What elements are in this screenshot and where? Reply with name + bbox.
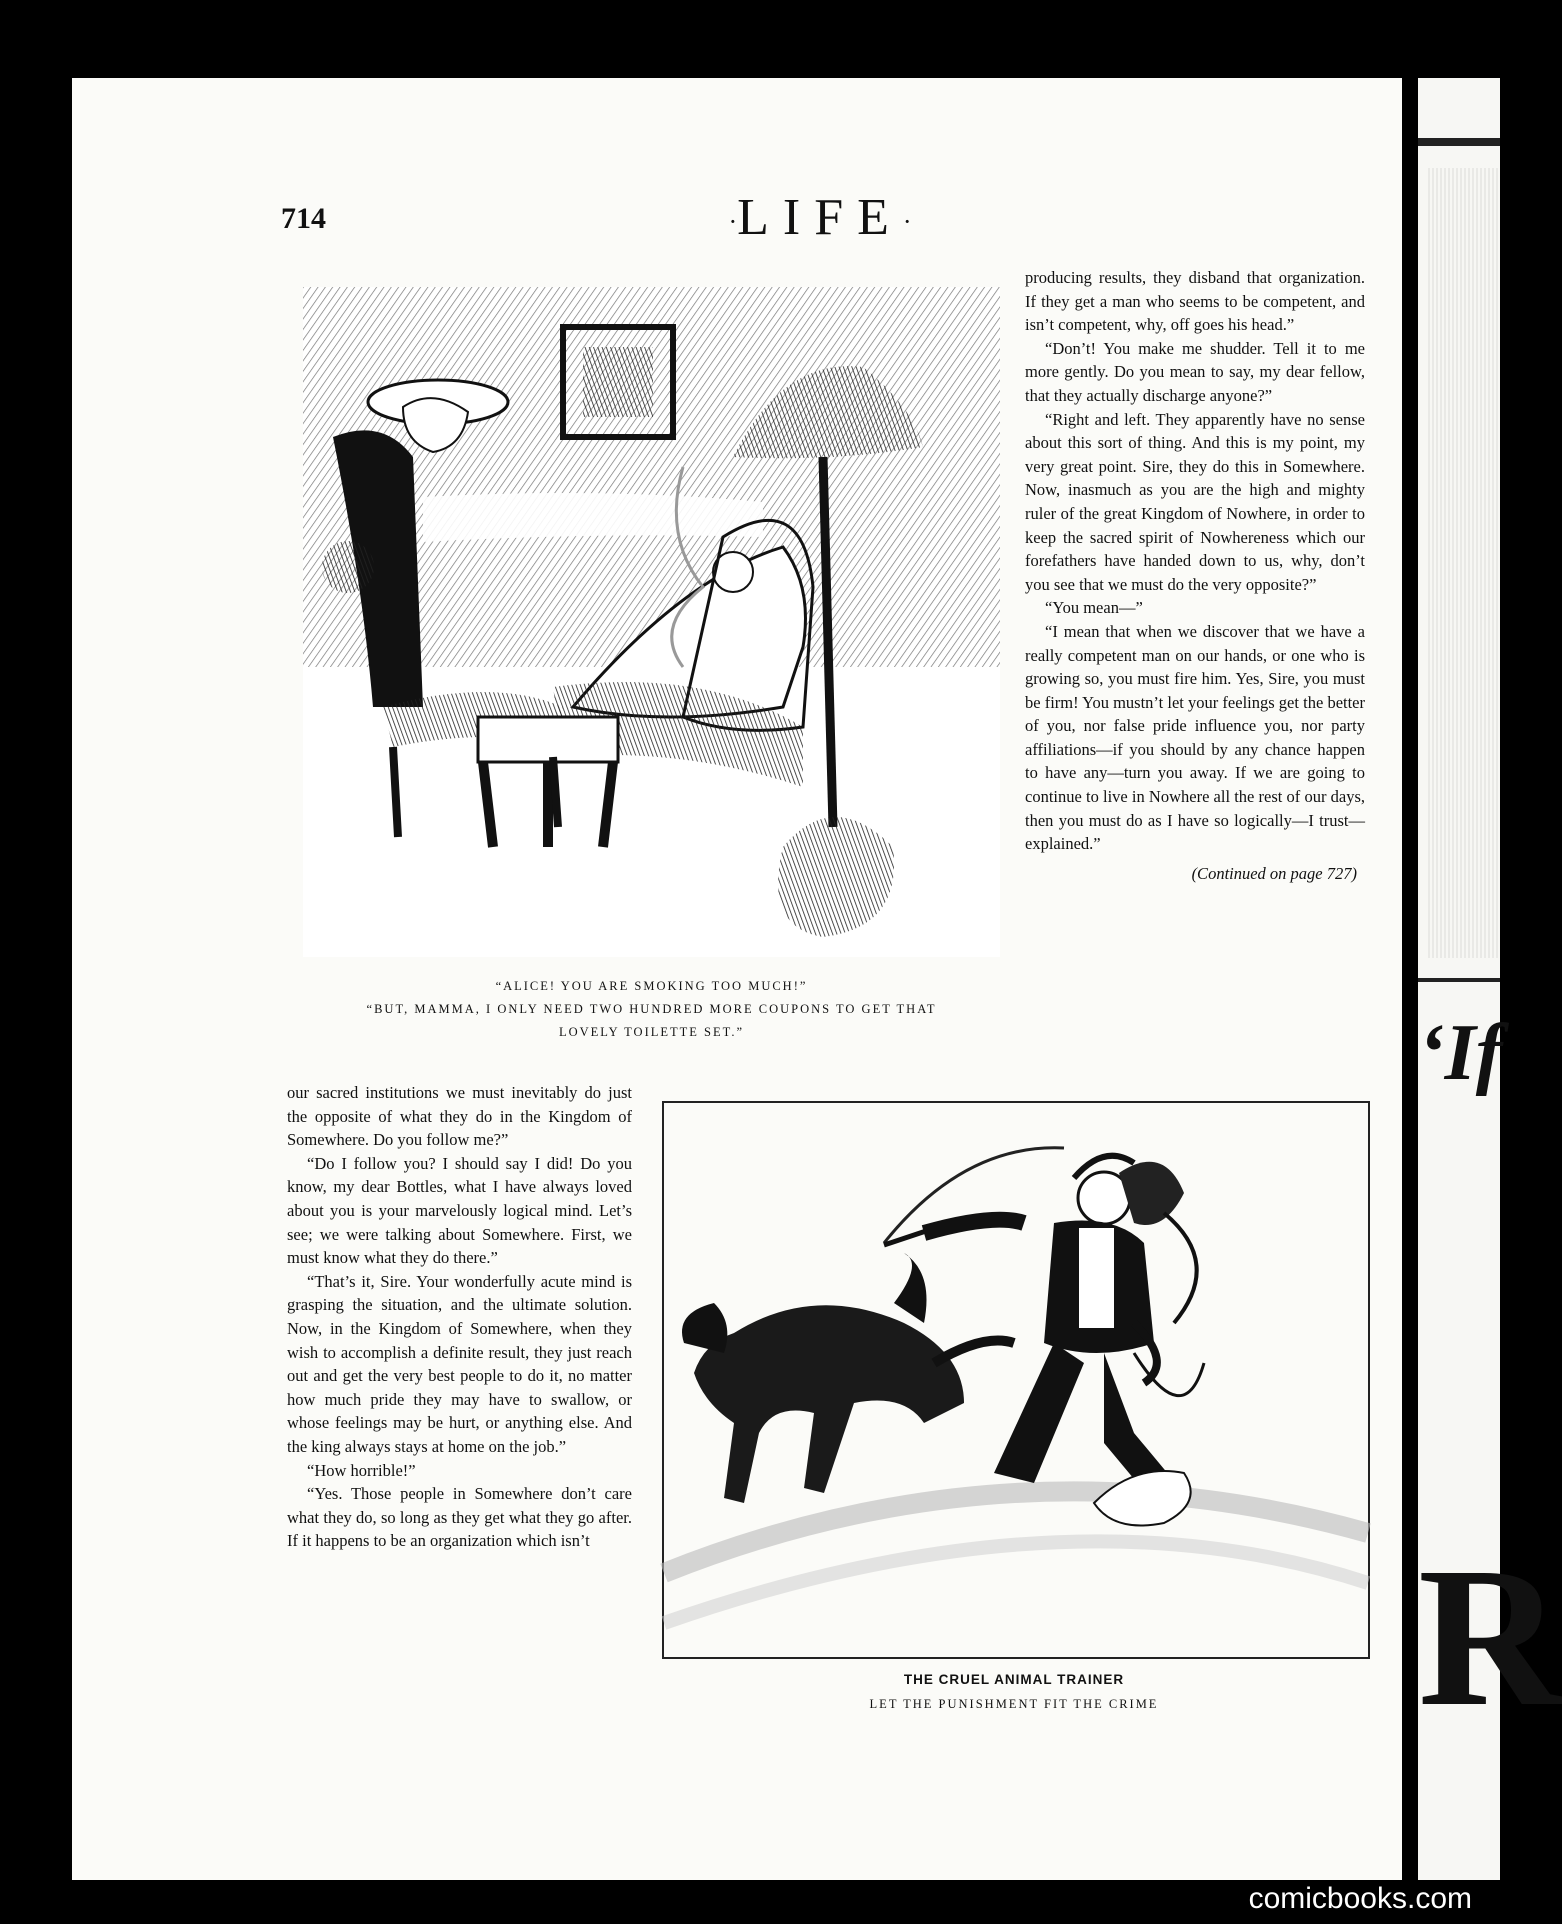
page-number: 714 — [281, 202, 326, 235]
paragraph: “I mean that when we discover that we have a really competent man on our hands, or one who is growing so, you must fire him. Yes, Sire, you must be firm! You mustn’t let your feelings get the better of you, nor false pride influence you, nor party affiliations—if you should by any chance happen to have any—turn you away. If we are going to continue to live in Nowhere all the rest of our days, then you must do as I have so logically—I trust—explained.” — [1025, 621, 1365, 854]
watermark: comicbooks.com — [1248, 1882, 1472, 1915]
masthead-dot-right: · — [902, 207, 912, 237]
illustration-title: THE CRUEL ANIMAL TRAINER — [903, 1672, 1125, 1687]
adjacent-page-rule-2 — [1418, 978, 1500, 982]
adjacent-page-illustration — [1428, 168, 1500, 958]
continued-note: (Continued on page 727) — [1191, 863, 1357, 883]
adjacent-page-large-letter: R — [1418, 1527, 1562, 1748]
adjacent-page — [1418, 78, 1562, 1880]
paragraph: our sacred institutions we must inevitably do just the opposite of what they do in the Kingdom of Somewhere. Do you follow me?” — [287, 1083, 632, 1150]
article-column-left — [287, 1081, 632, 1553]
illustration-subtitle: LET THE PUNISHMENT FIT THE CRIME — [869, 1697, 1159, 1711]
smoking-scene-drawing — [303, 287, 1000, 957]
adjacent-page-heading: ‘If — [1418, 1009, 1503, 1097]
caption-line-1: “ALICE! YOU ARE SMOKING TOO MUCH!” — [495, 979, 808, 993]
animal-trainer-drawing — [664, 1103, 1368, 1657]
masthead — [700, 188, 940, 247]
illustration-caption — [303, 975, 1000, 1044]
article-column-right — [1025, 266, 1365, 885]
paragraph: “You mean—” — [1045, 598, 1143, 618]
paragraph: “That’s it, Sire. Your wonderfully acute mind is grasping the situation, and the ultimate solution. Now, in the Kingdom of Somewhere, when they wish to accomplish a definite result, they just reach out and get the very best people to do it, no matter how much pride they may have to swallow, or whose feelings may be hurt, or anything else. And the king always stays at home on the job.” — [287, 1271, 632, 1456]
paragraph: producing results, they disband that organization. If they get a man who seems to be competent, and isn’t competent, why, off goes his head.” — [1025, 268, 1365, 335]
paragraph: “Yes. Those people in Somewhere don’t care what they do, so long as they get what they go after. If it happens to be an organization which isn’t — [287, 1484, 632, 1551]
paragraph: “Do I follow you? I should say I did! Do you know, my dear Bottles, what I have always loved about you is your marvelously logical mind. Let’s see; we were talking about Somewhere. First, we must know what they do there.” — [287, 1153, 632, 1268]
paragraph: “Don’t! You make me shudder. Tell it to me more gently. Do you mean to say, my dear fellow, that they actually discharge anyone?” — [1025, 338, 1365, 405]
illustration-animal-trainer — [662, 1101, 1370, 1659]
adjacent-page-rule — [1418, 138, 1500, 146]
illustration-smoking-woman — [303, 287, 1000, 957]
caption-line-3: LOVELY TOILETTE SET.” — [558, 1025, 745, 1039]
caption-line-2: “BUT, MAMMA, I ONLY NEED TWO HUNDRED MORE COUPONS TO GET THAT — [366, 1002, 937, 1016]
masthead-title: LIFE — [737, 189, 903, 246]
paragraph: “How horrible!” — [307, 1460, 416, 1480]
paragraph: “Right and left. They apparently have no sense about this sort of thing. And this is my point, my very great point. Sire, they do this in Somewhere. Now, inasmuch as you are the high and mighty ruler of the great Kingdom of Nowhere, in order to keep the sacred spirit of Nowhereness which our forefathers have handed down to us, why, don’t you see that we must do the very opposite?” — [1025, 409, 1365, 594]
masthead-dot-left: · — [728, 207, 738, 237]
